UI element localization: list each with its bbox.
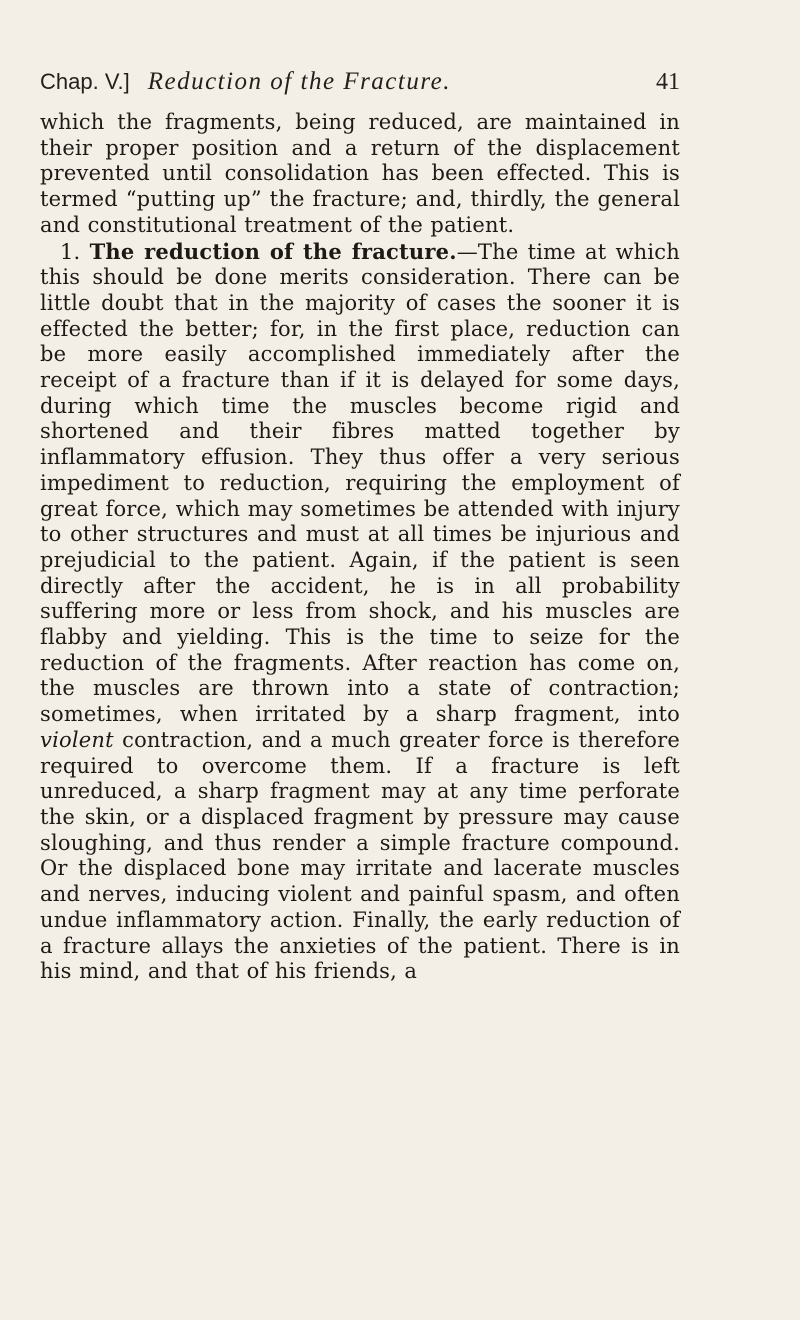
page-number: 41 — [656, 69, 680, 95]
paragraph-text-part-2: contraction, and a much greater force is therefore required to overcome them. If a fracture is left unreduced, a sharp fragment may at any time perforate the skin, or a displaced fragment by pressure may cause sloughing, and thus render a simple fracture compound. Or the displaced bone may irritate and lacerate muscles and nerves, inducing violent and painful spasm, and often undue inflammatory action. Finally, the early reduction of a fracture allays the anxieties of the patient. There is in his mind, and that of his friends, a — [40, 727, 680, 984]
section-number: 1. — [60, 239, 81, 264]
heading-dash: — — [456, 239, 478, 264]
paragraph-continuation: which the fragments, being reduced, are maintained in their proper position and a return of the displacement prevented until consolidation has been effected. This is termed “putting up” the fracture; and, thirdly, the general and constitutional treatment of the patient. — [40, 110, 680, 237]
running-title: Reduction of the Fracture. — [147, 68, 451, 95]
paragraph-reduction — [40, 239, 680, 985]
paragraph-text-part-1: The time at which this should be done merits consideration. There can be little doubt that in the majority of cases the sooner it is effected the better; for, in the first place, reduction can be more easily accomplished immediately after the receipt of a fracture than if it is delayed for some days, during which time the muscles become rigid and shortened and their fibres matted together by inflammatory effusion. They thus offer a very serious impediment to reduction, requiring the employment of great force, which may sometimes be attended with injury to other structures and must at all times be injurious and prejudicial to the patient. Again, if the patient is seen directly after the accident, he is in all probability suffering more or less from shock, and his muscles are flabby and yielding. This is the time to seize for the reduction of the fragments. After reaction has come on, the muscles are thrown into a state of contraction; sometimes, when irritated by a sharp fragment, into — [40, 239, 680, 727]
body-text — [40, 110, 680, 985]
emphasis-word: violent — [40, 727, 114, 752]
book-page — [40, 68, 680, 985]
running-head — [40, 68, 680, 96]
chapter-label: Chap. V.] — [40, 69, 130, 94]
section-heading: The reduction of the fracture. — [89, 238, 457, 264]
